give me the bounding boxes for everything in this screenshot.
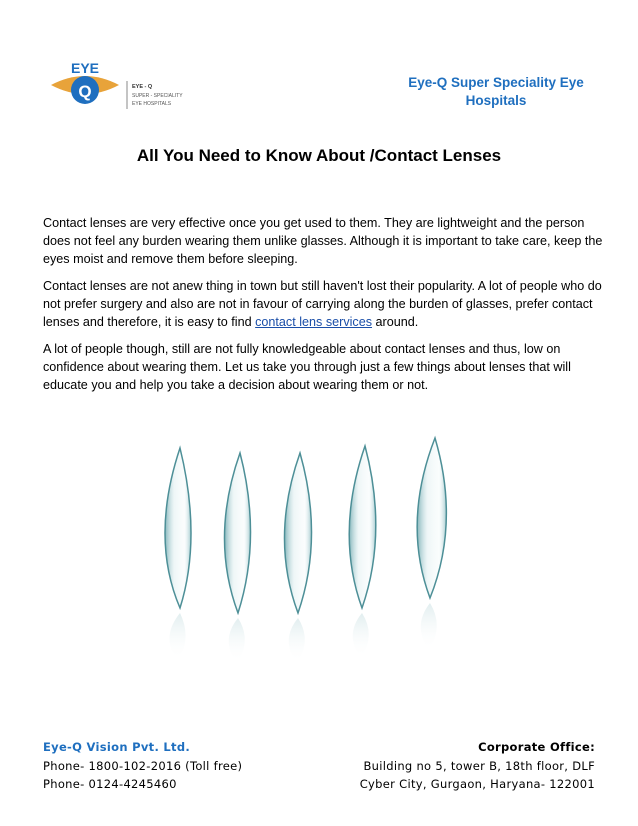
- logo-line1: EYE - Q: [132, 84, 153, 90]
- contact-lenses-illustration: [140, 428, 500, 668]
- logo-q-text: Q: [78, 82, 92, 101]
- lens-2: [224, 453, 250, 663]
- eye-q-logo: [47, 55, 197, 113]
- logo-line2: SUPER - SPECIALITY: [132, 93, 183, 99]
- paragraph-1: Contact lenses are very effective once you get used to them. They are lightweight and the person does not feel any burden wearing them unlike glasses. Although it is important to take care, keep the eyes moist and remove them before sleeping.: [43, 216, 603, 266]
- footer-address: [360, 738, 595, 794]
- eye-q-logo-mark: [47, 55, 197, 113]
- address-line-1: Building no 5, tower B, 18th floor, DLF: [363, 758, 595, 773]
- phone-landline: Phone- 0124-4245460: [43, 777, 177, 791]
- page-title: All You Need to Know About /Contact Lenses: [136, 146, 502, 165]
- lens-3: [284, 453, 311, 663]
- paragraph-2: [43, 277, 605, 331]
- logo-eye-text: EYE: [70, 60, 100, 76]
- footer-contact: [43, 738, 242, 794]
- lens-5: [417, 438, 446, 650]
- address-line-2: Cyber City, Gurgaon, Haryana- 122001: [359, 777, 595, 791]
- logo-line3: EYE HOSPITALS: [132, 101, 172, 107]
- phone-toll-free: Phone- 1800-102-2016 (Toll free): [43, 758, 243, 773]
- lens-1: [165, 448, 191, 660]
- company-name: Eye-Q Vision Pvt. Ltd.: [43, 740, 191, 754]
- lens-4: [349, 446, 376, 658]
- paragraph-3: A lot of people though, still are not fully knowledgeable about contact lenses and thus, low on confidence about wearing them. Let us take you through just a few things about lenses that will educate you and help you take a decision about wearing them or not.: [43, 342, 571, 392]
- contact-lenses-image: [140, 428, 500, 668]
- paragraph-2-text-after: around.: [372, 315, 419, 329]
- hospital-name: Eye-Q Super Speciality Eye Hospitals: [408, 75, 584, 108]
- article-body: [43, 214, 605, 403]
- paragraph-2-text-before: Contact lenses are not anew thing in town but still haven't lost their popularity. A lot of people who do not prefer surgery and also are not in favour of carrying along the burden of glasses, prefer contact lenses and therefore, it is easy to find: [43, 279, 602, 329]
- contact-lens-services-link[interactable]: contact lens services: [255, 315, 373, 329]
- corporate-office-label: Corporate Office:: [478, 740, 595, 754]
